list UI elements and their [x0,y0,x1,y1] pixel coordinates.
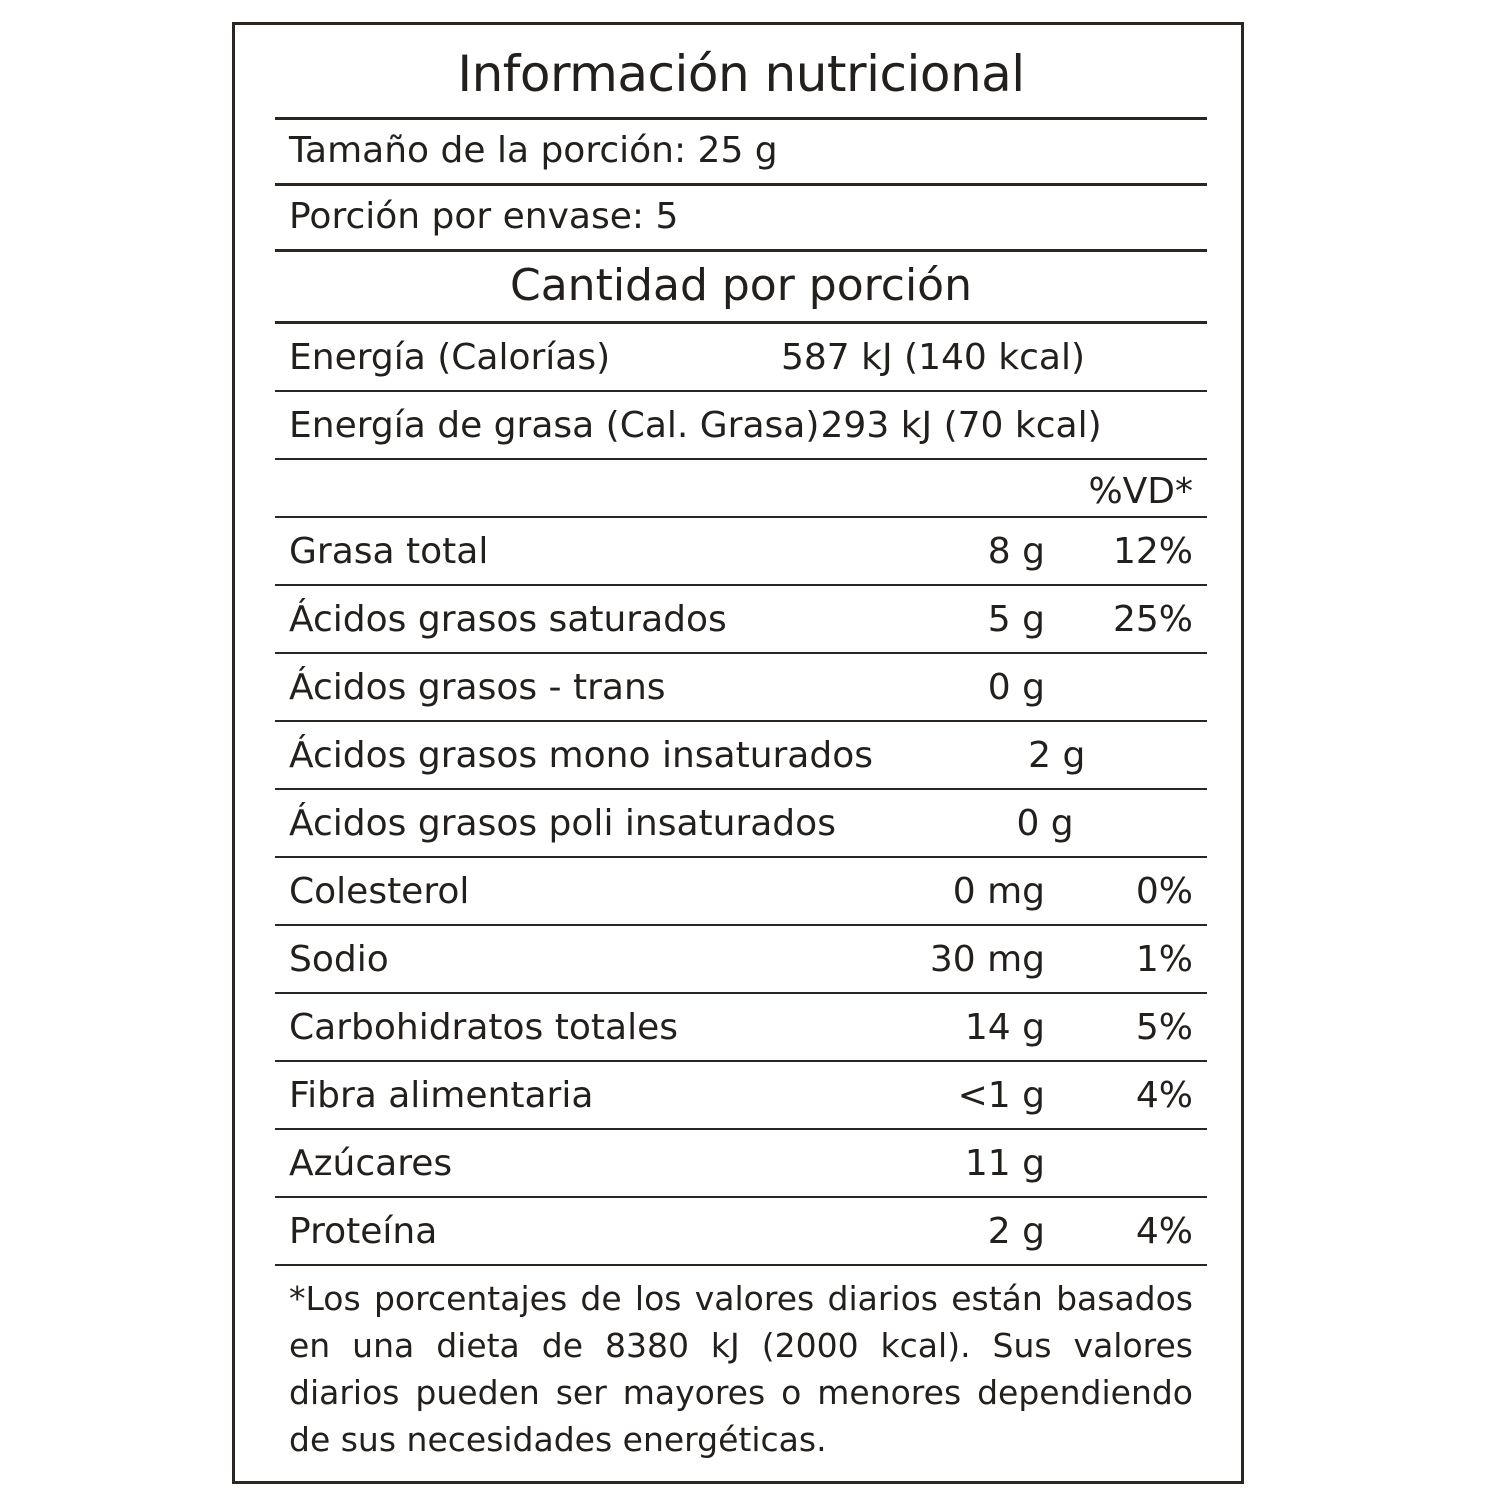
panel-title: Información nutricional [275,33,1207,120]
serving-size-text: Tamaño de la porción: 25 g [289,130,778,171]
nutrient-label: Colesterol [289,871,470,912]
nutrient-row-trans-fat [275,654,1207,722]
daily-value-header: %VD* [1088,471,1193,512]
nutrient-amount: 11 g [964,1143,1045,1184]
nutrient-dv: 4% [1135,1075,1193,1116]
nutrient-amount: 8 g [987,531,1045,572]
servings-per-container-row [275,186,1207,252]
nutrient-row-monounsaturated-fat [275,722,1207,790]
nutrient-row-saturated-fat [275,586,1207,654]
nutrient-amount: 587 kJ (140 kcal) [780,337,1085,378]
nutrient-label: Azúcares [289,1143,453,1184]
nutrient-row-polyunsaturated-fat [275,790,1207,858]
nutrient-dv: 0% [1135,871,1193,912]
nutrient-label: Ácidos grasos saturados [289,599,727,640]
nutrient-amount: 0 mg [952,871,1045,912]
nutrient-dv: 12% [1112,531,1193,572]
servings-per-container-text: Porción por envase: 5 [289,196,679,237]
nutrition-facts-inner [275,33,1207,1473]
nutrient-amount: 30 mg [929,939,1045,980]
nutrient-label: Ácidos grasos mono insaturados [289,735,873,776]
nutrient-amount: 14 g [964,1007,1045,1048]
serving-size-row [275,120,1207,186]
nutrient-row-protein [275,1198,1207,1266]
nutrient-row-energy [275,324,1207,392]
nutrient-dv: 25% [1112,599,1193,640]
nutrient-amount: <1 g [957,1075,1045,1116]
nutrient-amount: 0 g [987,667,1045,708]
nutrient-row-total-fat [275,518,1207,586]
nutrient-amount: 0 g [1016,803,1074,844]
nutrient-label: Sodio [289,939,389,980]
nutrient-label: Energía (Calorías) [289,337,611,378]
nutrient-label: Carbohidratos totales [289,1007,678,1048]
nutrient-label: Fibra alimentaria [289,1075,594,1116]
nutrient-row-sodium [275,926,1207,994]
nutrient-row-dietary-fiber [275,1062,1207,1130]
nutrient-label: Ácidos grasos - trans [289,667,666,708]
nutrient-amount: 2 g [987,1211,1045,1252]
nutrient-amount: 5 g [987,599,1045,640]
nutrient-label: Energía de grasa (Cal. Grasa) [289,405,820,446]
nutrient-row-sugars [275,1130,1207,1198]
nutrition-facts-panel [232,22,1244,1484]
daily-value-footnote: *Los porcentajes de los valores diarios están basados en una dieta de 8380 kJ (2000 kcal). Sus valores diarios pueden ser mayores o menores dependiendo de sus necesidades energéticas. [289,1279,1193,1459]
nutrient-row-energy-from-fat [275,392,1207,460]
nutrient-row-total-carbohydrate [275,994,1207,1062]
nutrient-label: Grasa total [289,531,489,572]
nutrient-label: Proteína [289,1211,438,1252]
daily-value-header-row [275,460,1207,518]
nutrient-row-cholesterol [275,858,1207,926]
nutrient-dv: 4% [1135,1211,1193,1252]
nutrient-amount: 2 g [1028,735,1086,776]
amount-per-serving-heading: Cantidad por porción [275,252,1207,324]
nutrient-dv: 1% [1135,939,1193,980]
nutrient-amount: 293 kJ (70 kcal) [820,405,1102,446]
nutrient-label: Ácidos grasos poli insaturados [289,803,836,844]
nutrient-dv: 5% [1135,1007,1193,1048]
